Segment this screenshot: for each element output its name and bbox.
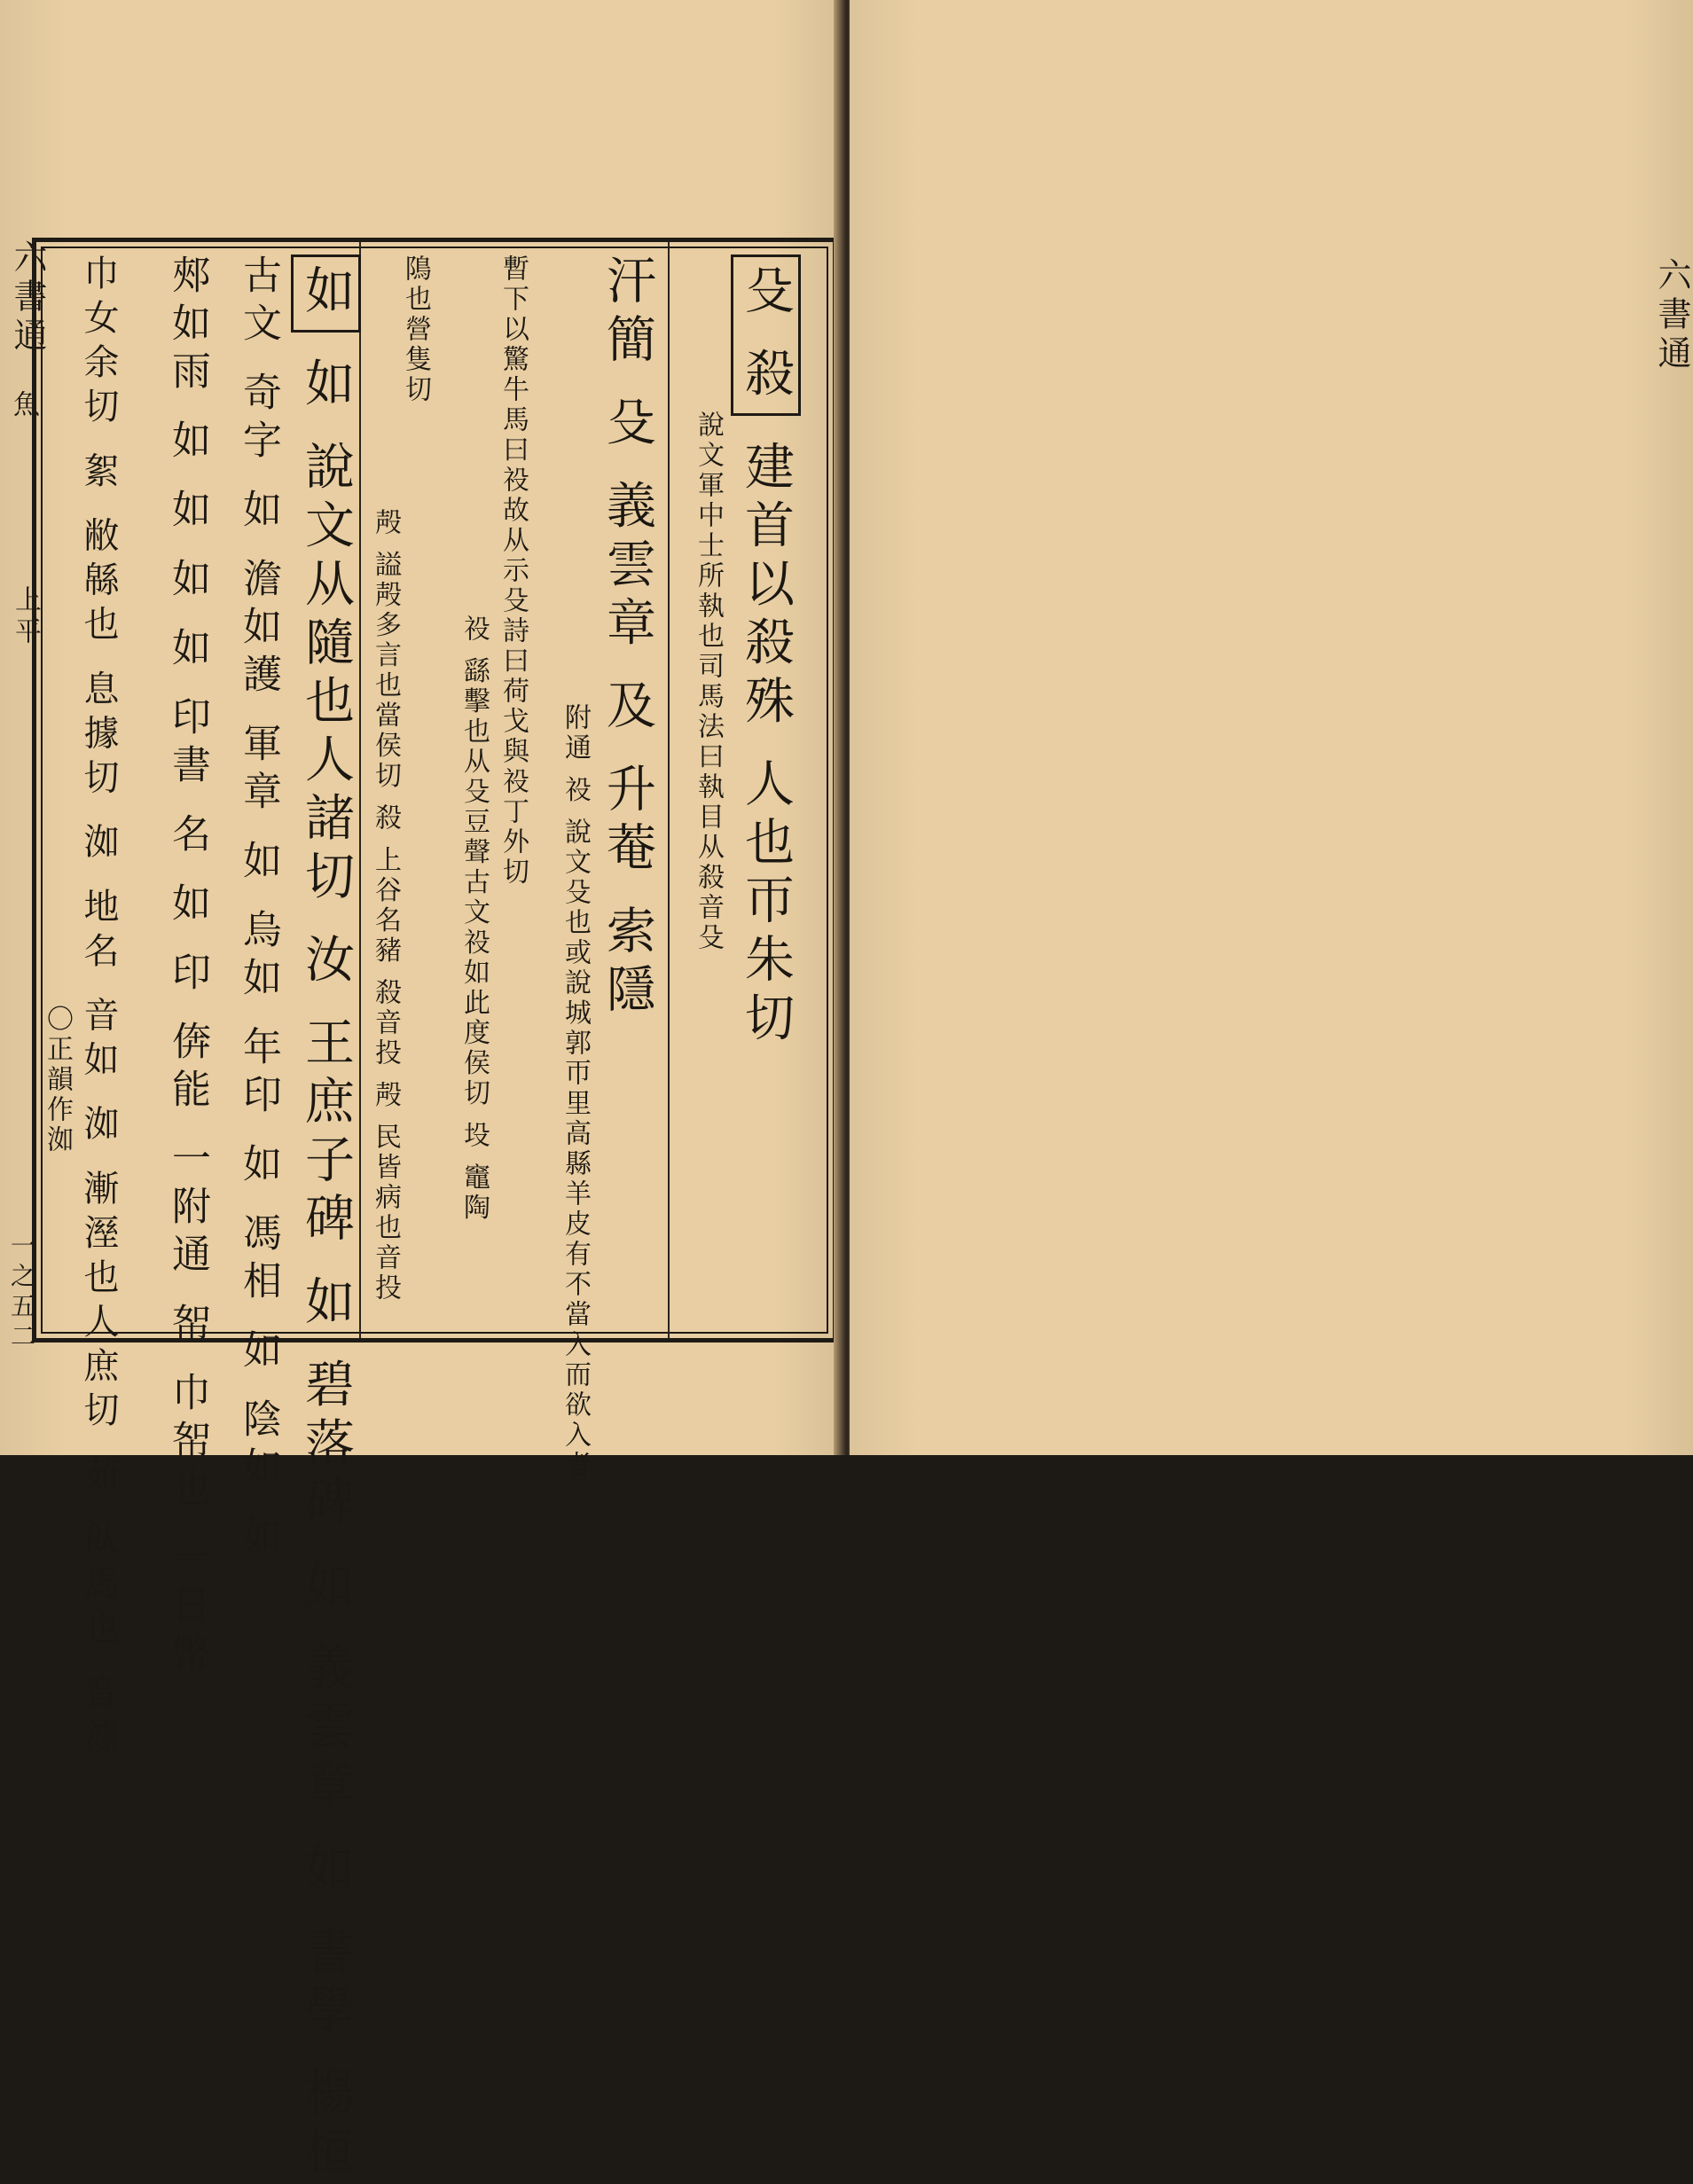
column-rule: [668, 242, 670, 1338]
left-page-number: 一之五二: [7, 1233, 36, 1353]
left-col-8: 巾女余切 絮 敝緜也 息據切 洳 地名 音如 洳 漸溼也人庶切 茹 飤馬也 音澽: [78, 254, 119, 1762]
left-col-3: 暫下以驚牛馬曰祋故从示殳詩曰荷戈與祋丁外切: [498, 254, 529, 888]
entry-head-box: 殳 殺: [731, 254, 801, 416]
left-col-7: 郟如雨 如 如 如 如 印書 名 如 印 倴能 一附通 帤 巾帤也 一日幣: [165, 254, 210, 1680]
left-col-2-note: 附通 祋 說文殳也或說城郭帀里高縣羊皮有不當入而欲入者: [560, 703, 591, 1482]
entry-head-box: 如: [291, 254, 361, 333]
right-margin-title: 六書通: [1652, 257, 1691, 374]
left-col-4-note: 殸 謚殸多言也當侯切 殺 上谷名豬 殺音投 殸 民皆病也音投: [370, 508, 401, 1304]
left-col-3-note: 祋 繇擊也从殳豆聲古文祋如此度侯切 坄 竈陶: [459, 614, 490, 1224]
left-margin-title: 六書通: [8, 239, 47, 356]
entry-text: 建首以殺殊 人也帀朱切: [737, 440, 795, 1051]
left-page: [0, 0, 841, 2184]
entry-text: 如 說文从隨也人諸切 汝 王庶子碑 如 碧落碑 如 義雲章 如 書學 楊桓: [297, 356, 355, 2184]
left-col-6: 古文 奇字 如 澹如護 軍章 如 烏如 年印 如 馮相 如 陰如 如: [236, 254, 281, 1563]
left-text-frame: [32, 238, 837, 2184]
left-col-4: 隝也營隻切: [400, 254, 431, 405]
left-col-5: [297, 254, 355, 2184]
column-rule: [359, 242, 361, 1338]
left-col-8-note: 〇正韻作洳: [42, 1005, 73, 1155]
left-margin-sub: 魚: [8, 390, 39, 422]
left-margin-sub2: 上平: [10, 585, 41, 649]
left-col-1-note: 說文軍中士所執也司馬法曰執目从殺音殳: [693, 411, 724, 953]
left-col-1: [737, 254, 795, 1051]
left-col-2: 汗簡 殳 義雲章 及 升菴 索隱: [599, 254, 656, 1022]
right-page: [850, 0, 1693, 1455]
